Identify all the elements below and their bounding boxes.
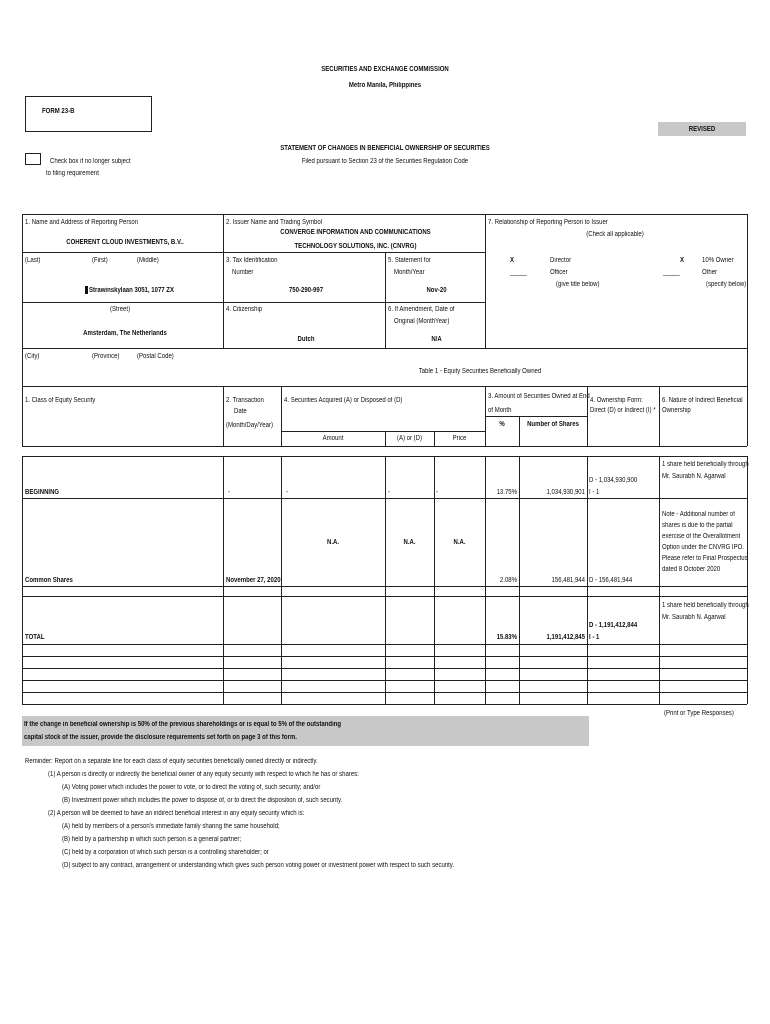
row-pct: 15.83% (496, 634, 517, 641)
section7-label: 7. Relationship of Reporting Person to Issuer (488, 219, 608, 226)
row-nature-line: 1 share held beneficially through (662, 602, 749, 609)
grid-line (385, 252, 386, 348)
section7-note: (Check all applicable) (586, 231, 644, 238)
row-nature-line: Mr. Saurabh N. Agarwal (662, 473, 726, 480)
grid-line (519, 416, 520, 446)
grid-line (281, 456, 282, 704)
grid-line (22, 386, 23, 446)
row-pct: 13.75% (496, 489, 517, 496)
col-date-header-line1: 2. Transaction (226, 397, 264, 404)
disclosure-banner (22, 716, 589, 746)
officer-label: Officer (550, 269, 568, 276)
grid-line (223, 456, 224, 704)
section5-label-line1: 5. Statement for (388, 257, 431, 264)
director-mark[interactable]: X (510, 257, 515, 264)
section3-label-line2: Number (232, 269, 254, 276)
first-label: (First) (92, 257, 108, 264)
grid-line (22, 214, 747, 215)
statement-month-value: Nov-20 (426, 287, 447, 294)
print-note: (Print or Type Responses) (664, 710, 734, 717)
grid-line (434, 456, 435, 704)
row-shares: 156,481,944 (551, 577, 585, 584)
other-note: (specify below) (706, 281, 747, 288)
reminder-line: (2) A person will be deemed to have an indirect beneficial interest in any equity security which is: (48, 810, 305, 817)
row-price: - (436, 489, 439, 496)
row-nature-line: Mr. Saurabh N. Agarwal (662, 614, 726, 621)
grid-line (485, 456, 486, 704)
row-pct: 2.08% (499, 577, 517, 584)
section6-label-line2: Original (MonthYear) (394, 318, 450, 325)
row-amount: N.A. (326, 539, 340, 546)
grid-line (22, 214, 23, 386)
grid-line (519, 456, 520, 704)
row-price: N.A. (453, 539, 466, 546)
grid-line (223, 386, 224, 446)
commission-city: Metro Manila, Philippines (348, 82, 422, 89)
grid-line (587, 456, 588, 704)
row-form-line1: D - 1,191,412,844 (589, 622, 638, 629)
reminder-line: (1) A person is directly or indirectly the beneficial owner of any equity security with respect to which he has or shares: (48, 771, 359, 778)
reminder-line: (B) Investment power which includes the power to dispose of, or to direct the disposition of, such security. (62, 797, 343, 804)
grid-line (22, 446, 747, 447)
disclosure-line2: capital stock of the issuer, provide the disclosure requirements set forth on page 3 of this form. (24, 734, 297, 741)
director-label: Director (550, 257, 572, 264)
grid-line (22, 348, 747, 349)
street-label: (Street) (110, 306, 131, 313)
col-shares-header: Number of Shares (527, 421, 579, 428)
revised-label: REVISED (688, 126, 716, 133)
grid-line (485, 214, 486, 348)
city-label: (City) (25, 353, 40, 360)
no-longer-subject-checkbox[interactable] (25, 153, 41, 165)
postal-label: (Postal Code) (137, 353, 174, 360)
province-label: (Province) (92, 353, 120, 360)
amendment-value: N/A (431, 336, 442, 343)
col-price-header: Price (452, 435, 467, 442)
col-nature-header-line1: 6. Nature of Indirect Beneficial (662, 397, 743, 404)
row-form-line1: D - 156,481,944 (589, 577, 633, 584)
grid-line (22, 252, 485, 253)
row-nature-line: Note - Additional number of (662, 511, 735, 518)
col-ad-header: (A) or (D) (396, 435, 423, 442)
row-nature-line: dated 8 October 2020 (662, 566, 721, 573)
grid-line (659, 386, 660, 446)
reminder-line: (C) held by a corporation of which such person is a controlling shareholder; or (62, 849, 269, 856)
row-nature-line: Option under the CNVRG IPO. (662, 544, 744, 551)
row-form-line1: D - 1,034,930,900 (589, 477, 638, 484)
grid-line (747, 214, 748, 386)
issuer-name-line2: TECHNOLOGY SOLUTIONS, INC. (CNVRG) (294, 243, 417, 250)
col-ownership-form-header-line2: Direct (D) or Indirect (I) * (590, 407, 656, 414)
commission-title: SECURITIES AND EXCHANGE COMMISSION (321, 66, 449, 73)
col-date-header-line2: Date (234, 408, 247, 415)
row-nature-line: Please refer to Final Prospectus (662, 555, 748, 562)
section5-label-line2: Month/Year (394, 269, 425, 276)
middle-label: (Middle) (137, 257, 159, 264)
row-shares: 1,034,930,901 (546, 489, 585, 496)
grid-line (434, 431, 435, 446)
table1-title: Table 1 - Equity Securities Beneficially Owned (418, 368, 542, 375)
grid-line (659, 456, 660, 704)
tax-id-value: 750-290-997 (288, 287, 324, 294)
issuer-name-line1: CONVERGE INFORMATION AND COMMUNICATIONS (280, 229, 431, 236)
grid-line (485, 416, 587, 417)
col-acquired-header: 4. Securities Acquired (A) or Disposed of (D) (284, 397, 403, 404)
row-date: - (228, 489, 231, 496)
grid-line (385, 431, 386, 446)
citizenship-value: Dutch (297, 336, 315, 343)
col-amount-owned-header-line1: 3. Amount of Securities Owned at End (488, 393, 590, 400)
row-security: Common Shares (25, 577, 73, 584)
col-amount-header: Amount (322, 435, 344, 442)
section4-label: 4. Citizenship (226, 306, 263, 313)
revised-badge (658, 122, 746, 136)
row-security: TOTAL (25, 634, 45, 641)
reminder-line: (A) held by members of a person's immediate family sharing the same household; (62, 823, 280, 830)
officer-mark[interactable]: _____ (510, 269, 527, 276)
reminder-line: (D) subject to any contract, arrangement or understanding which gives such person voting power or investment power with respect to such security. (62, 862, 455, 869)
grid-line (747, 456, 748, 704)
grid-line (385, 456, 386, 704)
statement-subtitle: Filed pursuant to Section 23 of the Securities Regulation Code (301, 158, 469, 165)
row-nature-line: 1 share held beneficially through (662, 461, 749, 468)
other-mark[interactable]: _____ (663, 269, 680, 276)
row-amount: - (286, 489, 289, 496)
row-nature-line: exercise of the Overallotment (662, 533, 741, 540)
row-form-line2: I - 1 (589, 634, 600, 641)
street-value: Strawinskylaan 3051, 1077 ZX (89, 287, 175, 294)
section3-label-line1: 3. Tax Identification (226, 257, 278, 264)
form-number: FORM 23-B (42, 108, 75, 115)
grid-line (281, 431, 485, 432)
row-date: November 27, 2020 (226, 577, 281, 584)
checkbox-label-line2: to filing requirement (46, 170, 99, 177)
row-security: BEGINNING (25, 489, 60, 496)
section2-label: 2. Issuer Name and Trading Symbol (226, 219, 323, 226)
section6-label-line1: 6. If Amendment, Date of (388, 306, 455, 313)
ten-percent-owner-label: 10% Owner (702, 257, 734, 264)
statement-title: STATEMENT OF CHANGES IN BENEFICIAL OWNERSHIP OF SECURITIES (280, 145, 490, 152)
ten-percent-owner-mark[interactable]: X (680, 257, 685, 264)
col-pct-header: % (499, 421, 505, 428)
grid-line (22, 456, 23, 704)
checkbox-label-line1: Check box if no longer subject (50, 158, 131, 165)
reporting-person-name: COHERENT CLOUD INVESTMENTS, B.V.. (66, 239, 184, 246)
disclosure-line1: If the change in beneficial ownership is 50% of the previous shareholdings or is equal to 5% of the outstanding (24, 721, 342, 728)
grid-line (22, 704, 747, 705)
grid-line (747, 386, 748, 446)
row-ad: - (388, 489, 391, 496)
grid-line (223, 214, 224, 348)
col-date-header-line3: (Month/Day/Year) (226, 422, 273, 429)
row-nature-line: shares is due to the partial (662, 522, 733, 529)
reminder-line: Reminder: Report on a separate line for each class of equity securities beneficially owned directly or indirectly. (25, 758, 318, 765)
section1-label: 1. Name and Address of Reporting Person (25, 219, 139, 226)
row-shares: 1,191,412,845 (546, 634, 585, 641)
grid-line (22, 302, 485, 303)
city-value: Amsterdam, The Netherlands (83, 330, 167, 337)
row-form-line2: I - 1 (589, 489, 600, 496)
grid-line (22, 386, 747, 387)
col-ownership-form-header-line1: 4. Ownership Form: (590, 397, 643, 404)
grid-line (485, 386, 486, 446)
reminder-line: (B) held by a partnership in which such person is a general partner; (62, 836, 242, 843)
text-cursor-icon (85, 286, 88, 294)
grid-line (281, 386, 282, 446)
reminder-line: (A) Voting power which includes the power to vote, or to direct the voting of, such security; and/or (62, 784, 321, 791)
col-nature-header-line2: Ownership (662, 407, 691, 414)
other-label: Other (702, 269, 718, 276)
officer-note: (give title below) (556, 281, 600, 288)
form-number-box (25, 96, 152, 132)
col-amount-owned-header-line2: of Month (488, 407, 512, 414)
col-class-header: 1. Class of Equity Security (25, 397, 96, 404)
last-label: (Last) (25, 257, 41, 264)
row-ad: N.A. (403, 539, 416, 546)
